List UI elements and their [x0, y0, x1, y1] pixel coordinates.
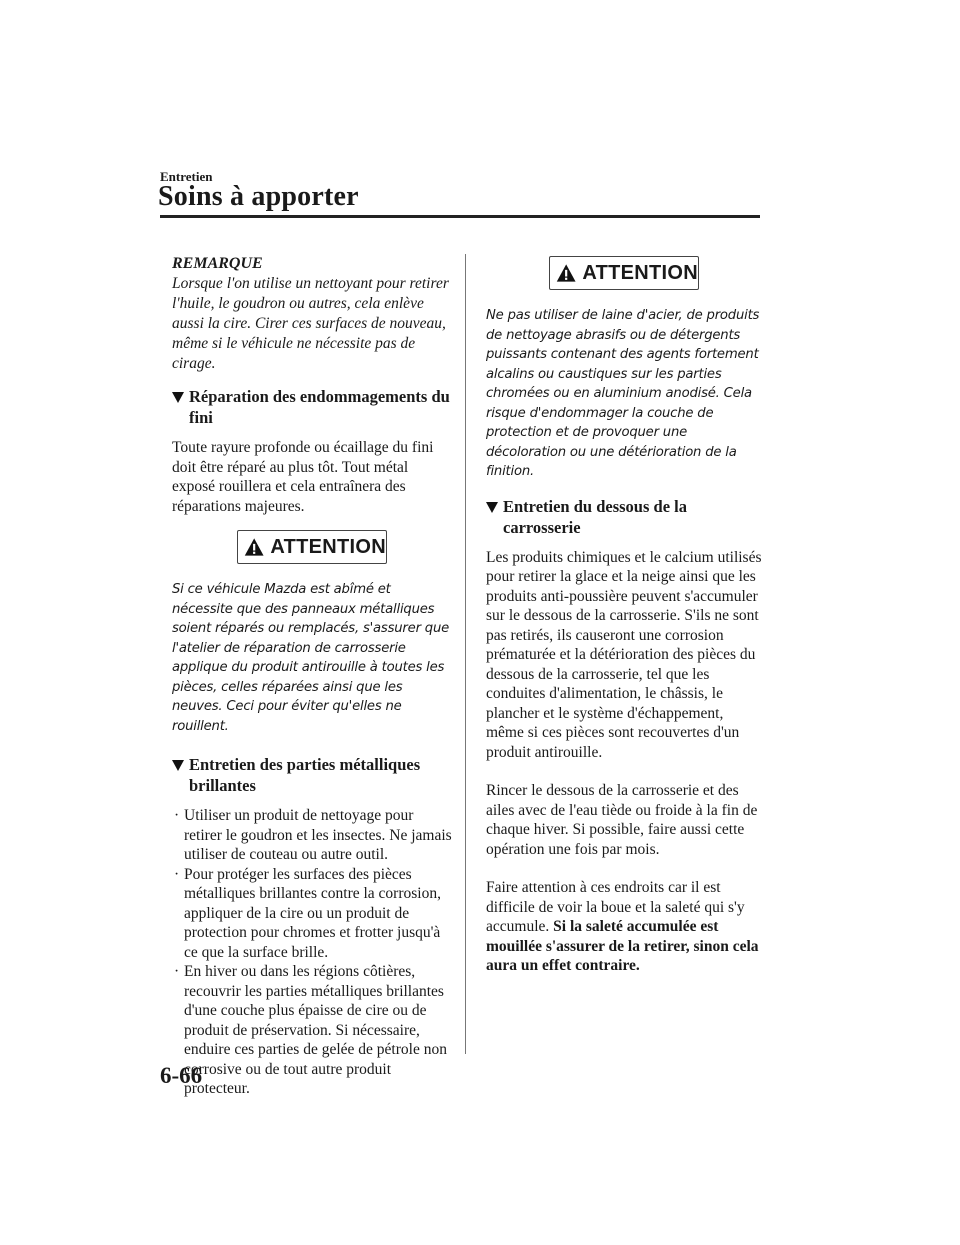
bullet-dot: ·: [174, 963, 180, 980]
attention-text: Ne pas utiliser de laine d'acier, de produits de nettoyage abrasifs ou de détergents puissants contenant des agents fortement alcalins ou caustiques sur les parties chromées ou en aluminium anodisé. Cela risque d'endommager la couche de protection et de provoquer une décoloration ou une détérioration de la finition.: [486, 308, 760, 479]
underbody-text-1: Les produits chimiques et le calcium utilisés pour retirer la glace et la neige ainsi que les produits anti-poussière peuvent s'accumuler sur le dessous de la carrosserie. S'ils ne sont pas retirés, ils causeront une corrosion prématurée et la détérioration des pièces du dessous de la carrosserie, tel que les conduites d'alimentation, le châssis, le plancher et le système d'échappement, même si ces pièces sont recouvertes d'un produit antirouille.: [486, 548, 762, 761]
heading-underbody: [486, 496, 762, 538]
note-heading: REMARQUE: [172, 255, 263, 272]
list-item-text: Pour protéger les surfaces des pièces métalliques brillantes contre la corrosion, appliquer de la cire ou un produit de protection pour chromes et frotter jusqu'à ce que la surface brille.: [184, 865, 441, 961]
attention-label: ATTENTION: [270, 535, 386, 558]
attention-label: ATTENTION: [582, 261, 698, 284]
underbody-text-2: Rincer le dessous de la carrosserie et des ailes avec de l'eau tiède ou froide à la fin de chaque hiver. Si possible, faire aussi cette opération une fois par mois.: [486, 782, 758, 858]
warning-icon: [244, 535, 264, 559]
heading-repair-finish-text: Réparation des endommagements du fini: [189, 387, 450, 427]
list-item: [172, 962, 452, 1099]
bullet-dot: ·: [174, 807, 180, 824]
attention-box: [237, 530, 387, 564]
heading-metal-parts: [172, 754, 452, 796]
note-body: Lorsque l'on utilise un nettoyant pour retirer l'huile, le goudron ou autres, cela enlève aussi la cire. Cirer ces surfaces de nouveau, même si le véhicule ne nécessite pas de cirage.: [172, 275, 449, 372]
underbody-text-3: [486, 878, 762, 976]
attention-box: [549, 256, 699, 290]
list-item: [172, 865, 452, 963]
title-rule: [160, 215, 760, 218]
triangle-down-icon: [486, 502, 498, 513]
triangle-down-icon: [172, 392, 184, 403]
heading-repair-finish: [172, 386, 452, 428]
page-number: 6-66: [160, 1063, 203, 1088]
page-title: Soins à apporter: [158, 181, 359, 212]
triangle-down-icon: [172, 760, 184, 771]
list-item-text: Utiliser un produit de nettoyage pour retirer le goudron et les insectes. Ne jamais utiliser de couteau ou autre outil.: [184, 807, 452, 863]
underbody-text-3-normal: Faire attention à ces endroits car il est difficile de voir la boue et la saleté qui s'y accumule.: [486, 879, 745, 935]
metal-parts-list: [172, 806, 452, 1099]
attention-text: Si ce véhicule Mazda est abîmé et nécessite que des panneaux métalliques soient réparés ou remplacés, s'assurer que l'atelier de réparation de carrosserie applique du produit antirouille à toutes les pièces, celles réparées ainsi que les neuves. Ceci pour éviter qu'elles ne rouillent.: [172, 582, 450, 734]
left-column: [172, 254, 452, 1099]
right-column: [486, 254, 762, 976]
bullet-dot: ·: [174, 865, 180, 883]
warning-icon: [556, 261, 576, 285]
list-item-text: En hiver ou dans les régions côtières, recouvrir les parties métalliques brillantes d'une couche plus épaisse de cire ou de produit de préservation. Si nécessaire, enduire ces parties de gelée de pétrole non corrosive ou de tout autre produit protecteur.: [184, 963, 447, 1097]
column-divider: [465, 254, 466, 1054]
heading-metal-parts-text: Entretien des parties métalliques brillantes: [189, 755, 421, 795]
repair-finish-text: Toute rayure profonde ou écaillage du fini doit être réparé au plus tôt. Tout métal exposé rouillera et cela entraînera des réparations majeures.: [172, 439, 434, 515]
heading-underbody-text: Entretien du dessous de la carrosserie: [503, 496, 687, 537]
list-item: [172, 806, 452, 865]
underbody-text-3-bold: Si la saleté accumulée est mouillée s'assurer de la retirer, sinon cela aura un effet contraire.: [486, 918, 759, 974]
section-label: Entretien: [160, 169, 213, 184]
